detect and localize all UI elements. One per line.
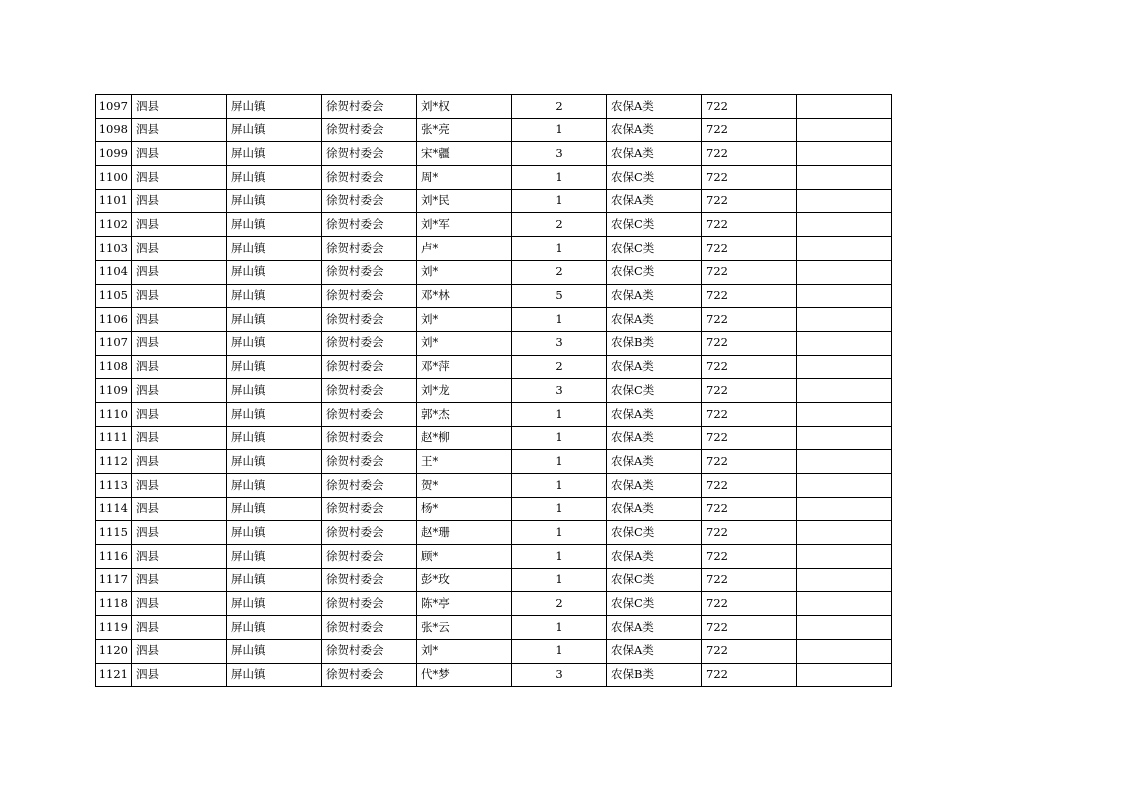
cell-serial-number: 1111 xyxy=(96,426,132,450)
cell-person-name: 刘* xyxy=(417,260,512,284)
cell-amount: 722 xyxy=(702,118,797,142)
cell-person-name: 宋*疆 xyxy=(417,142,512,166)
cell-amount: 722 xyxy=(702,663,797,687)
cell-insurance-type: 农保A类 xyxy=(607,355,702,379)
cell-amount: 722 xyxy=(702,166,797,190)
cell-amount: 722 xyxy=(702,450,797,474)
cell-person-name: 邓*萍 xyxy=(417,355,512,379)
cell-serial-number: 1112 xyxy=(96,450,132,474)
cell-amount: 722 xyxy=(702,355,797,379)
cell-town: 屏山镇 xyxy=(227,450,322,474)
cell-serial-number: 1116 xyxy=(96,545,132,569)
cell-serial-number: 1119 xyxy=(96,616,132,640)
cell-serial-number: 1100 xyxy=(96,166,132,190)
cell-village-committee: 徐贺村委会 xyxy=(322,142,417,166)
cell-person-name: 张*亮 xyxy=(417,118,512,142)
cell-insurance-type: 农保C类 xyxy=(607,237,702,261)
cell-town: 屏山镇 xyxy=(227,379,322,403)
table-row xyxy=(96,663,892,687)
cell-insurance-type: 农保B类 xyxy=(607,331,702,355)
table-row xyxy=(96,497,892,521)
cell-person-name: 刘* xyxy=(417,331,512,355)
cell-serial-number: 1109 xyxy=(96,379,132,403)
cell-village-committee: 徐贺村委会 xyxy=(322,639,417,663)
cell-serial-number: 1108 xyxy=(96,355,132,379)
cell-insurance-type: 农保A类 xyxy=(607,189,702,213)
cell-household-count: 2 xyxy=(512,213,607,237)
cell-county: 泗县 xyxy=(132,95,227,119)
cell-household-count: 3 xyxy=(512,142,607,166)
table-row xyxy=(96,639,892,663)
cell-serial-number: 1098 xyxy=(96,118,132,142)
cell-town: 屏山镇 xyxy=(227,639,322,663)
cell-person-name: 彭*玫 xyxy=(417,568,512,592)
cell-amount: 722 xyxy=(702,213,797,237)
cell-person-name: 王* xyxy=(417,450,512,474)
table-row xyxy=(96,402,892,426)
cell-town: 屏山镇 xyxy=(227,663,322,687)
cell-note xyxy=(797,568,892,592)
cell-insurance-type: 农保A类 xyxy=(607,308,702,332)
cell-county: 泗县 xyxy=(132,545,227,569)
cell-note xyxy=(797,497,892,521)
cell-town: 屏山镇 xyxy=(227,260,322,284)
cell-note xyxy=(797,426,892,450)
cell-village-committee: 徐贺村委会 xyxy=(322,308,417,332)
cell-village-committee: 徐贺村委会 xyxy=(322,616,417,640)
cell-village-committee: 徐贺村委会 xyxy=(322,450,417,474)
cell-person-name: 杨* xyxy=(417,497,512,521)
cell-village-committee: 徐贺村委会 xyxy=(322,189,417,213)
cell-household-count: 1 xyxy=(512,118,607,142)
cell-insurance-type: 农保A类 xyxy=(607,142,702,166)
cell-note xyxy=(797,331,892,355)
table-row xyxy=(96,545,892,569)
table-row xyxy=(96,450,892,474)
cell-town: 屏山镇 xyxy=(227,497,322,521)
cell-serial-number: 1110 xyxy=(96,402,132,426)
cell-serial-number: 1101 xyxy=(96,189,132,213)
cell-household-count: 1 xyxy=(512,474,607,498)
table-row xyxy=(96,568,892,592)
cell-amount: 722 xyxy=(702,284,797,308)
cell-county: 泗县 xyxy=(132,284,227,308)
cell-household-count: 3 xyxy=(512,331,607,355)
record-table xyxy=(95,94,892,687)
cell-town: 屏山镇 xyxy=(227,213,322,237)
cell-person-name: 赵*柳 xyxy=(417,426,512,450)
cell-village-committee: 徐贺村委会 xyxy=(322,379,417,403)
cell-note xyxy=(797,308,892,332)
table-row xyxy=(96,189,892,213)
cell-household-count: 2 xyxy=(512,355,607,379)
cell-serial-number: 1113 xyxy=(96,474,132,498)
cell-person-name: 邓*林 xyxy=(417,284,512,308)
cell-insurance-type: 农保C类 xyxy=(607,379,702,403)
cell-household-count: 2 xyxy=(512,592,607,616)
cell-town: 屏山镇 xyxy=(227,118,322,142)
cell-insurance-type: 农保B类 xyxy=(607,663,702,687)
cell-county: 泗县 xyxy=(132,355,227,379)
cell-insurance-type: 农保C类 xyxy=(607,568,702,592)
table-row xyxy=(96,331,892,355)
table-row xyxy=(96,521,892,545)
cell-town: 屏山镇 xyxy=(227,592,322,616)
cell-amount: 722 xyxy=(702,402,797,426)
cell-county: 泗县 xyxy=(132,663,227,687)
cell-household-count: 1 xyxy=(512,568,607,592)
cell-village-committee: 徐贺村委会 xyxy=(322,260,417,284)
table-row xyxy=(96,616,892,640)
cell-village-committee: 徐贺村委会 xyxy=(322,118,417,142)
cell-person-name: 刘*民 xyxy=(417,189,512,213)
cell-town: 屏山镇 xyxy=(227,616,322,640)
cell-county: 泗县 xyxy=(132,402,227,426)
cell-person-name: 贺* xyxy=(417,474,512,498)
cell-insurance-type: 农保A类 xyxy=(607,639,702,663)
record-table-body xyxy=(96,95,892,687)
cell-household-count: 2 xyxy=(512,95,607,119)
cell-note xyxy=(797,166,892,190)
cell-household-count: 1 xyxy=(512,616,607,640)
cell-insurance-type: 农保A类 xyxy=(607,474,702,498)
cell-note xyxy=(797,474,892,498)
cell-household-count: 3 xyxy=(512,663,607,687)
cell-town: 屏山镇 xyxy=(227,95,322,119)
cell-town: 屏山镇 xyxy=(227,331,322,355)
cell-town: 屏山镇 xyxy=(227,521,322,545)
cell-town: 屏山镇 xyxy=(227,402,322,426)
cell-village-committee: 徐贺村委会 xyxy=(322,426,417,450)
cell-note xyxy=(797,142,892,166)
cell-village-committee: 徐贺村委会 xyxy=(322,545,417,569)
cell-serial-number: 1105 xyxy=(96,284,132,308)
cell-county: 泗县 xyxy=(132,426,227,450)
cell-town: 屏山镇 xyxy=(227,142,322,166)
cell-insurance-type: 农保A类 xyxy=(607,95,702,119)
cell-person-name: 刘* xyxy=(417,308,512,332)
cell-county: 泗县 xyxy=(132,497,227,521)
cell-insurance-type: 农保A类 xyxy=(607,450,702,474)
cell-note xyxy=(797,545,892,569)
cell-insurance-type: 农保C类 xyxy=(607,213,702,237)
cell-village-committee: 徐贺村委会 xyxy=(322,497,417,521)
cell-county: 泗县 xyxy=(132,118,227,142)
cell-amount: 722 xyxy=(702,545,797,569)
table-row xyxy=(96,237,892,261)
cell-note xyxy=(797,639,892,663)
cell-person-name: 刘*权 xyxy=(417,95,512,119)
cell-household-count: 1 xyxy=(512,166,607,190)
cell-insurance-type: 农保A类 xyxy=(607,497,702,521)
cell-note xyxy=(797,284,892,308)
cell-note xyxy=(797,118,892,142)
cell-amount: 722 xyxy=(702,592,797,616)
cell-person-name: 刘*军 xyxy=(417,213,512,237)
cell-village-committee: 徐贺村委会 xyxy=(322,331,417,355)
cell-village-committee: 徐贺村委会 xyxy=(322,213,417,237)
cell-insurance-type: 农保A类 xyxy=(607,284,702,308)
cell-village-committee: 徐贺村委会 xyxy=(322,284,417,308)
cell-serial-number: 1115 xyxy=(96,521,132,545)
cell-household-count: 2 xyxy=(512,260,607,284)
table-row xyxy=(96,355,892,379)
cell-village-committee: 徐贺村委会 xyxy=(322,592,417,616)
table-row xyxy=(96,592,892,616)
cell-county: 泗县 xyxy=(132,331,227,355)
cell-village-committee: 徐贺村委会 xyxy=(322,355,417,379)
cell-amount: 722 xyxy=(702,308,797,332)
cell-insurance-type: 农保C类 xyxy=(607,521,702,545)
cell-person-name: 卢* xyxy=(417,237,512,261)
cell-county: 泗县 xyxy=(132,308,227,332)
cell-town: 屏山镇 xyxy=(227,474,322,498)
cell-amount: 722 xyxy=(702,616,797,640)
cell-household-count: 1 xyxy=(512,308,607,332)
cell-serial-number: 1104 xyxy=(96,260,132,284)
cell-county: 泗县 xyxy=(132,592,227,616)
cell-household-count: 5 xyxy=(512,284,607,308)
cell-note xyxy=(797,592,892,616)
cell-household-count: 1 xyxy=(512,402,607,426)
cell-town: 屏山镇 xyxy=(227,189,322,213)
cell-village-committee: 徐贺村委会 xyxy=(322,402,417,426)
cell-county: 泗县 xyxy=(132,213,227,237)
cell-note xyxy=(797,189,892,213)
cell-note xyxy=(797,95,892,119)
cell-note xyxy=(797,355,892,379)
cell-county: 泗县 xyxy=(132,639,227,663)
cell-town: 屏山镇 xyxy=(227,355,322,379)
cell-county: 泗县 xyxy=(132,474,227,498)
cell-amount: 722 xyxy=(702,639,797,663)
cell-town: 屏山镇 xyxy=(227,308,322,332)
cell-insurance-type: 农保C类 xyxy=(607,166,702,190)
cell-person-name: 顾* xyxy=(417,545,512,569)
cell-insurance-type: 农保C类 xyxy=(607,260,702,284)
cell-town: 屏山镇 xyxy=(227,284,322,308)
cell-county: 泗县 xyxy=(132,166,227,190)
cell-village-committee: 徐贺村委会 xyxy=(322,237,417,261)
cell-household-count: 1 xyxy=(512,545,607,569)
cell-note xyxy=(797,663,892,687)
cell-amount: 722 xyxy=(702,237,797,261)
cell-note xyxy=(797,521,892,545)
cell-village-committee: 徐贺村委会 xyxy=(322,521,417,545)
cell-serial-number: 1102 xyxy=(96,213,132,237)
cell-household-count: 1 xyxy=(512,497,607,521)
cell-village-committee: 徐贺村委会 xyxy=(322,568,417,592)
table-row xyxy=(96,118,892,142)
cell-serial-number: 1107 xyxy=(96,331,132,355)
cell-village-committee: 徐贺村委会 xyxy=(322,663,417,687)
table-row xyxy=(96,95,892,119)
cell-household-count: 1 xyxy=(512,189,607,213)
cell-note xyxy=(797,450,892,474)
cell-amount: 722 xyxy=(702,260,797,284)
cell-village-committee: 徐贺村委会 xyxy=(322,166,417,190)
cell-insurance-type: 农保A类 xyxy=(607,426,702,450)
cell-person-name: 刘*龙 xyxy=(417,379,512,403)
cell-amount: 722 xyxy=(702,331,797,355)
cell-town: 屏山镇 xyxy=(227,545,322,569)
cell-note xyxy=(797,237,892,261)
cell-household-count: 1 xyxy=(512,426,607,450)
table-row xyxy=(96,142,892,166)
cell-household-count: 1 xyxy=(512,521,607,545)
table-row xyxy=(96,474,892,498)
cell-person-name: 周* xyxy=(417,166,512,190)
cell-county: 泗县 xyxy=(132,189,227,213)
cell-person-name: 代*梦 xyxy=(417,663,512,687)
cell-serial-number: 1120 xyxy=(96,639,132,663)
cell-town: 屏山镇 xyxy=(227,568,322,592)
cell-county: 泗县 xyxy=(132,237,227,261)
cell-serial-number: 1117 xyxy=(96,568,132,592)
cell-serial-number: 1118 xyxy=(96,592,132,616)
cell-village-committee: 徐贺村委会 xyxy=(322,474,417,498)
cell-amount: 722 xyxy=(702,426,797,450)
cell-county: 泗县 xyxy=(132,568,227,592)
cell-serial-number: 1097 xyxy=(96,95,132,119)
table-row xyxy=(96,260,892,284)
table-row xyxy=(96,284,892,308)
cell-amount: 722 xyxy=(702,568,797,592)
cell-serial-number: 1106 xyxy=(96,308,132,332)
cell-county: 泗县 xyxy=(132,260,227,284)
cell-amount: 722 xyxy=(702,474,797,498)
cell-county: 泗县 xyxy=(132,450,227,474)
table-row xyxy=(96,166,892,190)
cell-note xyxy=(797,379,892,403)
cell-serial-number: 1099 xyxy=(96,142,132,166)
cell-serial-number: 1114 xyxy=(96,497,132,521)
cell-county: 泗县 xyxy=(132,616,227,640)
cell-household-count: 1 xyxy=(512,639,607,663)
cell-town: 屏山镇 xyxy=(227,426,322,450)
cell-amount: 722 xyxy=(702,379,797,403)
cell-insurance-type: 农保A类 xyxy=(607,118,702,142)
cell-serial-number: 1103 xyxy=(96,237,132,261)
cell-amount: 722 xyxy=(702,189,797,213)
cell-note xyxy=(797,402,892,426)
cell-town: 屏山镇 xyxy=(227,166,322,190)
cell-person-name: 张*云 xyxy=(417,616,512,640)
cell-person-name: 郭*杰 xyxy=(417,402,512,426)
table-row xyxy=(96,213,892,237)
table-row xyxy=(96,308,892,332)
cell-household-count: 3 xyxy=(512,379,607,403)
cell-person-name: 赵*珊 xyxy=(417,521,512,545)
cell-person-name: 陈*亭 xyxy=(417,592,512,616)
table-row xyxy=(96,426,892,450)
cell-county: 泗县 xyxy=(132,521,227,545)
cell-household-count: 1 xyxy=(512,450,607,474)
cell-amount: 722 xyxy=(702,142,797,166)
cell-household-count: 1 xyxy=(512,237,607,261)
cell-note xyxy=(797,616,892,640)
cell-town: 屏山镇 xyxy=(227,237,322,261)
cell-insurance-type: 农保C类 xyxy=(607,592,702,616)
cell-insurance-type: 农保A类 xyxy=(607,616,702,640)
cell-insurance-type: 农保A类 xyxy=(607,545,702,569)
cell-note xyxy=(797,260,892,284)
cell-amount: 722 xyxy=(702,521,797,545)
cell-person-name: 刘* xyxy=(417,639,512,663)
cell-insurance-type: 农保A类 xyxy=(607,402,702,426)
cell-serial-number: 1121 xyxy=(96,663,132,687)
cell-amount: 722 xyxy=(702,95,797,119)
cell-note xyxy=(797,213,892,237)
cell-amount: 722 xyxy=(702,497,797,521)
cell-county: 泗县 xyxy=(132,379,227,403)
table-row xyxy=(96,379,892,403)
cell-county: 泗县 xyxy=(132,142,227,166)
cell-village-committee: 徐贺村委会 xyxy=(322,95,417,119)
